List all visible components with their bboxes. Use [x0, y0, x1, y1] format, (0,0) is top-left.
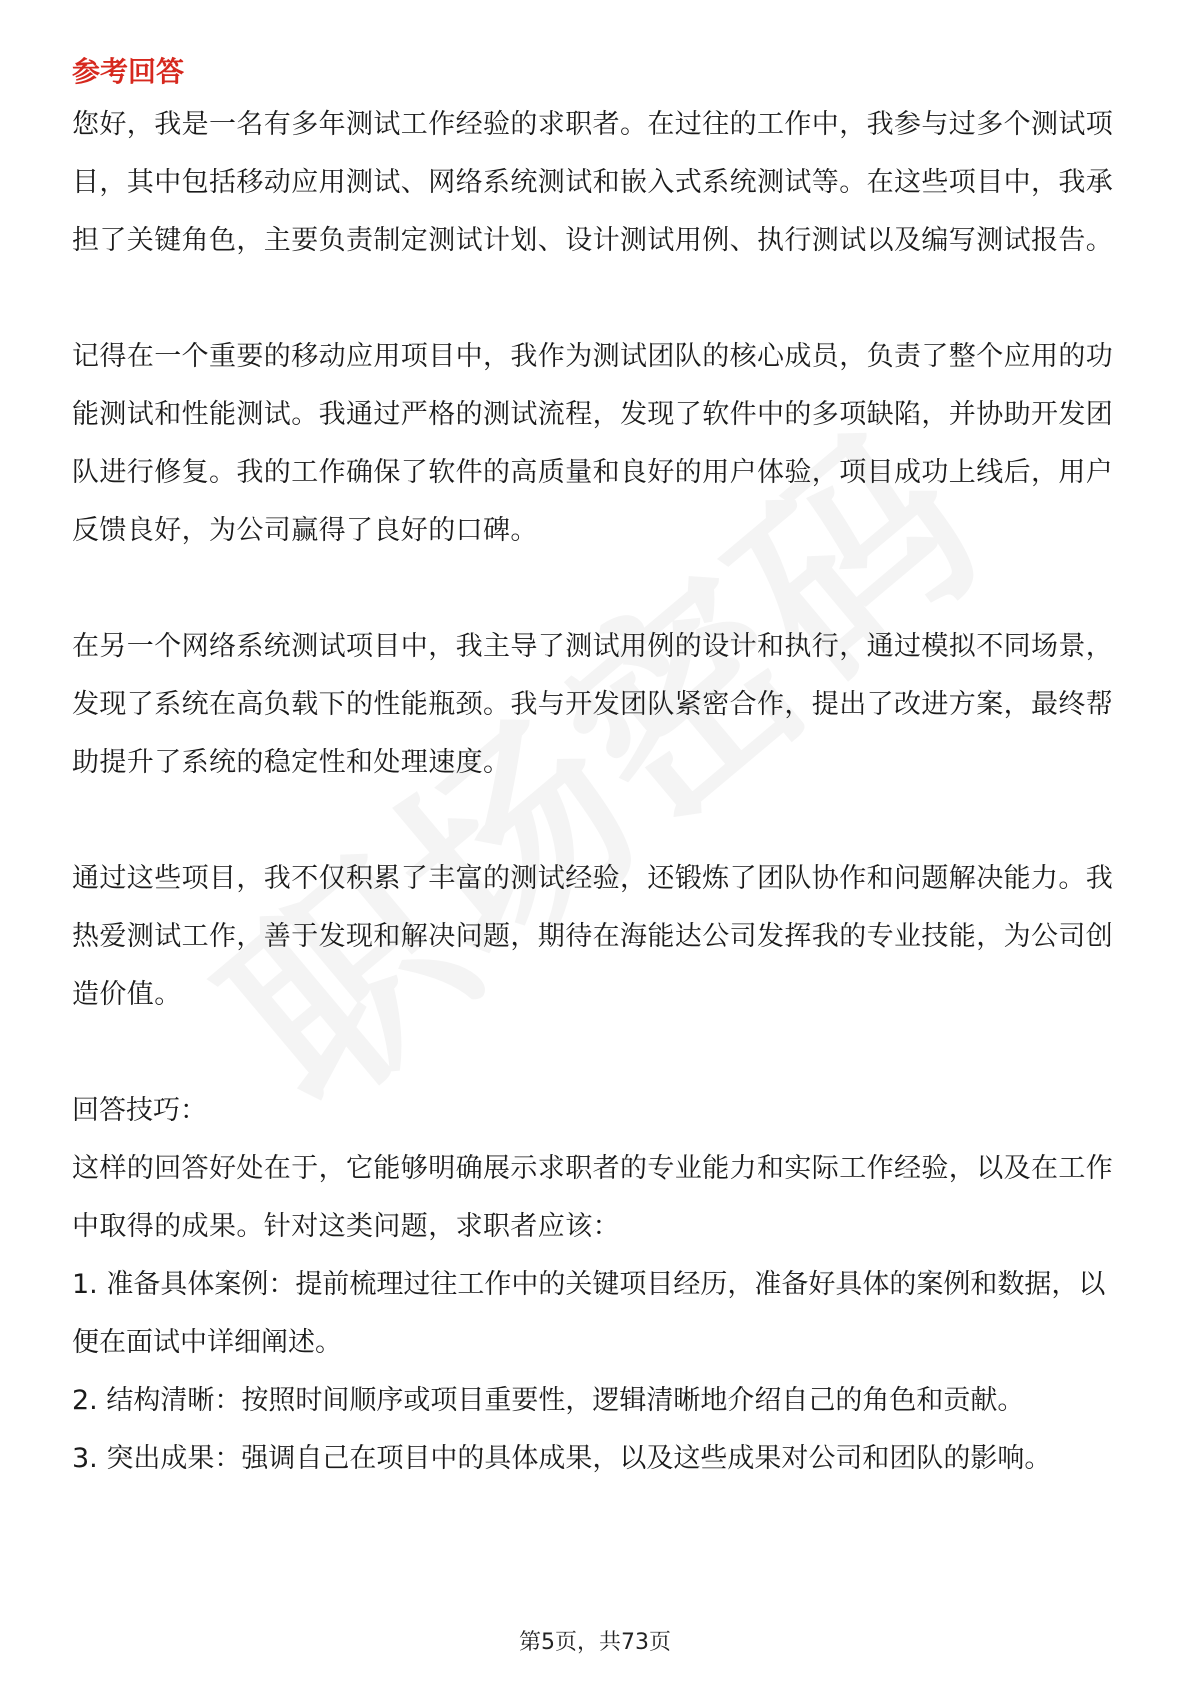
answer-paragraph-3: 在另一个网络系统测试项目中，我主导了测试用例的设计和执行，通过模拟不同场景，发现了系统在高负载下的性能瓶颈。我与开发团队紧密合作，提出了改进方案，最终帮助提升了系统的稳定性和处理速度。 [72, 631, 1114, 778]
section-heading: 参考回答 [72, 55, 185, 88]
page-number: 第5页，共73页 [519, 1630, 671, 1655]
tips-intro: 这样的回答好处在于，它能够明确展示求职者的专业能力和实际工作经验，以及在工作中取得的成果。针对这类问题，求职者应该： [72, 1153, 1114, 1242]
answer-paragraph-4: 通过这些项目，我不仅积累了丰富的测试经验，还锻炼了团队协作和问题解决能力。我热爱测试工作，善于发现和解决问题，期待在海能达公司发挥我的专业技能，为公司创造价值。 [72, 863, 1114, 1010]
answer-paragraph-1: 您好，我是一名有多年测试工作经验的求职者。在过往的工作中，我参与过多个测试项目，其中包括移动应用测试、网络系统测试和嵌入式系统测试等。在这些项目中，我承担了关键角色，主要负责制定测试计划、设计测试用例、执行测试以及编写测试报告。 [72, 109, 1114, 256]
tip-item-3: 3. 突出成果：强调自己在项目中的具体成果，以及这些成果对公司和团队的影响。 [72, 1443, 1052, 1474]
answer-paragraph-2: 记得在一个重要的移动应用项目中，我作为测试团队的核心成员，负责了整个应用的功能测试和性能测试。我通过严格的测试流程，发现了软件中的多项缺陷，并协助开发团队进行修复。我的工作确保了软件的高质量和良好的用户体验，项目成功上线后，用户反馈良好，为公司赢得了良好的口碑。 [72, 341, 1114, 546]
tip-item-2: 2. 结构清晰：按照时间顺序或项目重要性，逻辑清晰地介绍自己的角色和贡献。 [72, 1385, 1025, 1416]
tip-item-1: 1. 准备具体案例：提前梳理过往工作中的关键项目经历，准备好具体的案例和数据，以便在面试中详细阐述。 [72, 1269, 1106, 1358]
content [72, 48, 1122, 1488]
tips-label: 回答技巧： [72, 1095, 207, 1126]
